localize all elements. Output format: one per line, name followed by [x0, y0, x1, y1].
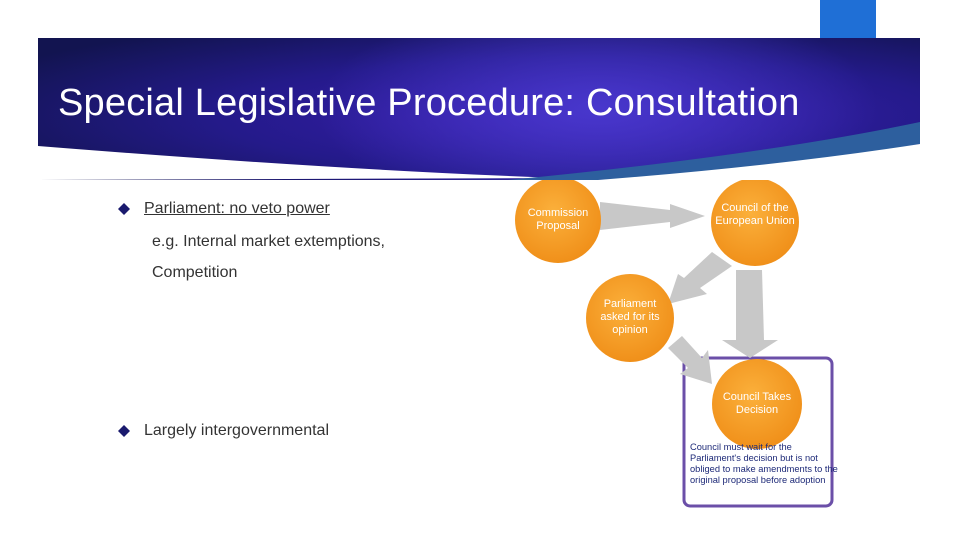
- arrow-council-to-parliament: [668, 252, 732, 304]
- slide-title: Special Legislative Procedure: Consultation: [58, 82, 800, 124]
- diamond-bullet-icon: [118, 425, 130, 437]
- bullet-veto-text: Parliament: no veto power: [144, 200, 330, 217]
- arrow-commission-to-council: [600, 202, 705, 230]
- decision-note: Council must wait for the Parliament's decision but is not obliged to make amendments to the original proposal before adoption: [690, 442, 838, 485]
- bullet-veto: [118, 200, 330, 218]
- diamond-bullet-icon: [118, 203, 130, 215]
- parliament-label: Parliament asked for its opinion: [600, 298, 660, 336]
- sub-bullet-competition: Competition: [152, 264, 238, 281]
- bullet-intergovernmental-text: Largely intergovernmental: [144, 422, 329, 439]
- commission-label: Commission Proposal: [527, 207, 589, 232]
- title-banner: [38, 38, 920, 180]
- sub-bullet-examples: e.g. Internal market extemptions,: [152, 233, 385, 250]
- arrow-council-to-decision: [722, 270, 778, 358]
- bullet-intergovernmental: [118, 422, 329, 440]
- council-label: Council of the European Union: [715, 202, 795, 227]
- arrow-parliament-to-decision: [668, 336, 712, 384]
- consultation-diagram: [500, 180, 850, 510]
- decision-label: Council Takes Decision: [722, 391, 792, 416]
